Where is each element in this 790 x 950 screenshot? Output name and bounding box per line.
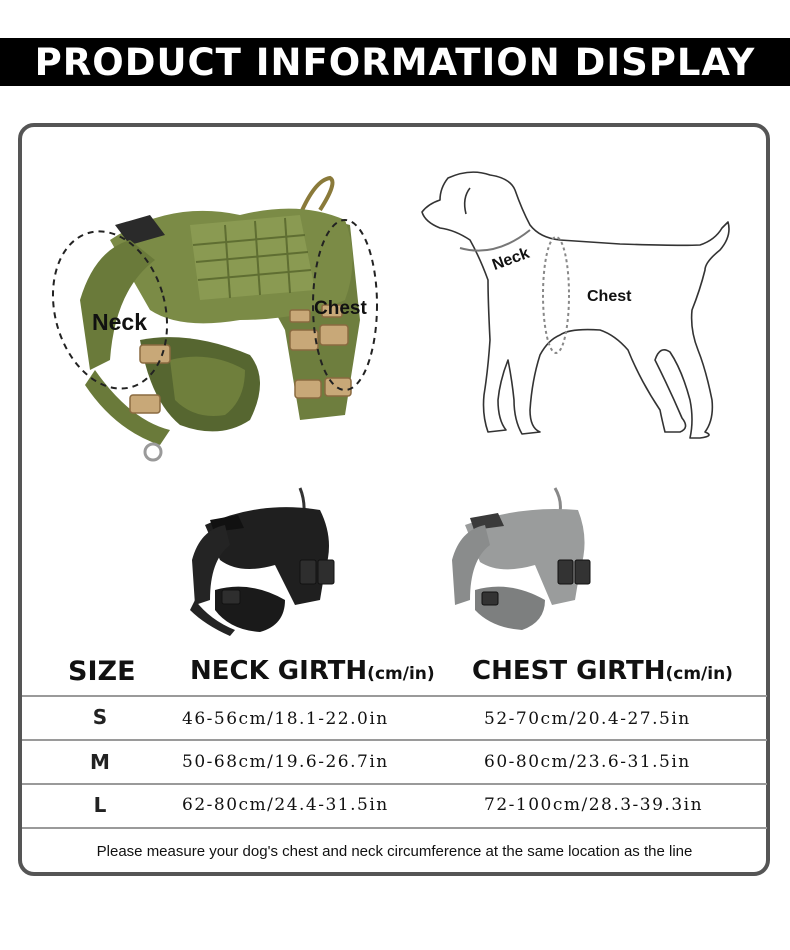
dog-neck-label: Neck — [490, 244, 532, 274]
harness-neck-label: Neck — [92, 309, 147, 335]
table-row-size-m: M — [90, 750, 110, 774]
table-row-size-l: L — [93, 793, 107, 817]
header-neck-girth: NECK GIRTH(cm/in) — [190, 656, 435, 686]
grey-harness-image — [452, 488, 590, 630]
table-divider — [22, 695, 767, 697]
table-row-l-chest: 72-100cm/28.3-39.3in — [484, 795, 704, 815]
dog-chest-label: Chest — [587, 288, 632, 305]
header-neck-unit: (cm/in) — [367, 664, 435, 684]
table-row-s-neck: 46-56cm/18.1-22.0in — [182, 709, 389, 729]
table-divider — [22, 739, 767, 741]
table-row-m-neck: 50-68cm/19.6-26.7in — [182, 752, 389, 772]
measurement-note: Please measure your dog's chest and neck circumference at the same location as the line — [96, 843, 693, 860]
table-row-l-neck: 62-80cm/24.4-31.5in — [182, 795, 389, 815]
page-title: PRODUCT INFORMATION DISPLAY — [34, 40, 756, 84]
table-divider — [22, 783, 767, 785]
table-row-size-s: S — [92, 705, 108, 729]
header-chest-unit: (cm/in) — [665, 664, 733, 684]
table-divider — [22, 827, 767, 829]
table-row-m-chest: 60-80cm/23.6-31.5in — [484, 752, 691, 772]
harness-chest-label: Chest — [314, 298, 367, 319]
header-chest-girth: CHEST GIRTH(cm/in) — [472, 656, 733, 686]
black-harness-image — [190, 488, 334, 636]
dog-outline-image — [422, 172, 729, 438]
header-size: SIZE — [68, 656, 136, 687]
table-row-s-chest: 52-70cm/20.4-27.5in — [484, 709, 691, 729]
